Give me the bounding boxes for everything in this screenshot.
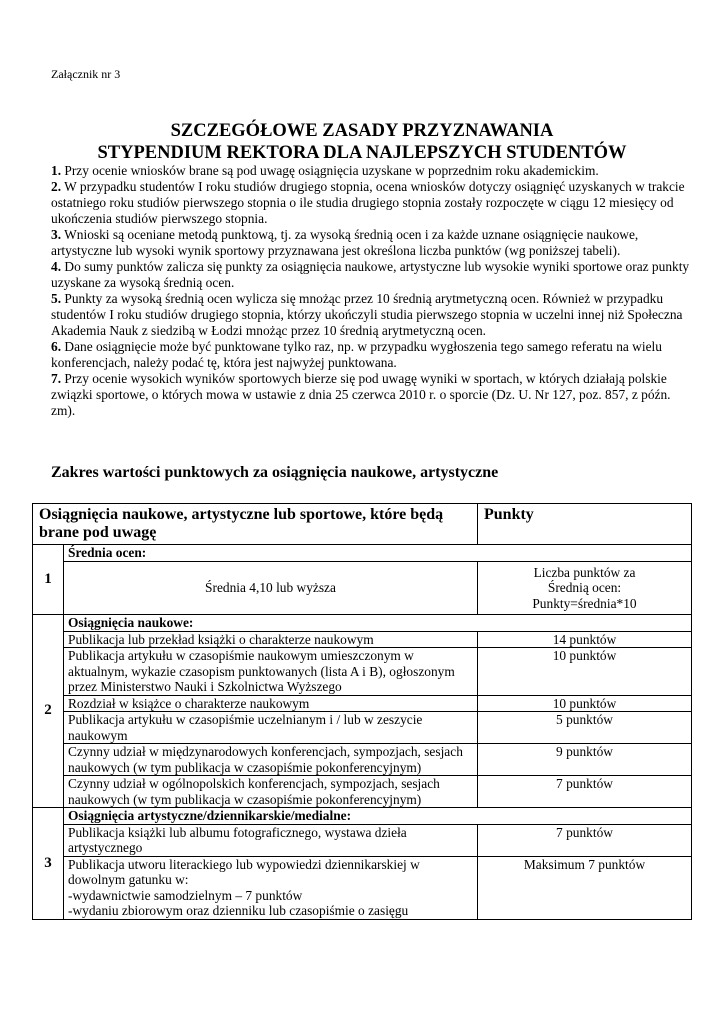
table-row (33, 712, 692, 744)
rule-3: 3. Wnioski są oceniane metodą punktową, tj. za wysoką średnią ocen i za każde uznane osiągnięcie naukowe, artystyczne lub wysoki wynik sportowy przyznawana jest określona liczba punktów (wg poniższej tabeli). (51, 227, 639, 258)
table-row (33, 648, 692, 696)
table-cell: Publikacja utworu literackiego lub wypowiedzi dziennikarskiej w dowolnym gatunku w: -wydawnictwie samodzielnym – 7 punktów -wydaniu zbiorowym oraz dzienniku lub czasopiśmie o zasięgu (64, 856, 478, 919)
table-row (33, 856, 692, 919)
group-subheader: Średnia ocen: (64, 545, 692, 562)
header-points: Punkty (478, 504, 692, 545)
table-cell: Rozdział w książce o charakterze naukowym (64, 695, 478, 712)
header-achievements: Osiągnięcia naukowe, artystyczne lub sportowe, które będą brane pod uwagę (33, 504, 478, 545)
document-title-line-2: STYPENDIUM REKTORA DLA NAJLEPSZYCH STUDENTÓW (97, 143, 627, 163)
points-cell: 5 punktów (478, 712, 692, 744)
table-row (33, 695, 692, 712)
points-cell: 10 punktów (478, 695, 692, 712)
rule-6: 6. Dane osiągnięcie może być punktowane tylko raz, np. w przypadku wygłoszenia tego samego referatu na wielu konferencjach, należy podać tę, która jest najwyżej punktowana. (51, 339, 662, 370)
table-row (33, 744, 692, 776)
points-cell: Maksimum 7 punktów (478, 856, 692, 919)
table-row (33, 561, 692, 615)
group-number: 2 (33, 615, 64, 808)
rule-2: 2. W przypadku studentów I roku studiów drugiego stopnia, ocena wniosków dotyczy osiągnięć uzyskanych w trakcie ostatniego roku studiów pierwszego stopnia o ile studia drugiego stopnia zostały rozpoczęte w ciągu 12 miesięcy od ukończenia studiów pierwszego stopnia. (51, 179, 685, 226)
table-row (33, 615, 692, 632)
table-header-row (33, 504, 692, 545)
points-cell: 9 punktów (478, 744, 692, 776)
rules-list (51, 163, 691, 419)
group-subheader: Osiągnięcia naukowe: (64, 615, 692, 632)
points-cell: 10 punktów (478, 648, 692, 696)
points-table (32, 503, 692, 920)
table-row (33, 776, 692, 808)
rule-4: 4. Do sumy punktów zalicza się punkty za osiągnięcia naukowe, artystyczne lub wysokie wyniki sportowe oraz punkty uzyskane za wysoką średnią ocen. (51, 259, 690, 290)
table-cell: Publikacja artykułu w czasopiśmie naukowym umieszczonym w aktualnym, wykazie czasopism punktowanych (lista A i B), ogłoszonym przez Ministerstwo Nauki i Szkolnictwa Wyższego (64, 648, 478, 696)
table-cell: Publikacja lub przekład książki o charakterze naukowym (64, 631, 478, 648)
table-cell: Czynny udział w ogólnopolskich konferencjach, sympozjach, sesjach naukowych (w tym publikacja w czasopiśmie pokonferencyjnym) (64, 776, 478, 808)
table-cell: Średnia 4,10 lub wyższa (64, 561, 478, 615)
group-number: 1 (33, 545, 64, 615)
document-title-line-1: SZCZEGÓŁOWE ZASADY PRZYZNAWANIA (170, 121, 554, 141)
table-cell: Publikacja artykułu w czasopiśmie uczelnianym i / lub w zeszycie naukowym (64, 712, 478, 744)
table-row (33, 824, 692, 856)
group-number: 3 (33, 808, 64, 920)
rule-1: 1. Przy ocenie wniosków brane są pod uwagę osiągnięcia uzyskane w poprzednim roku akademickim. (51, 163, 599, 178)
points-cell: 7 punktów (478, 776, 692, 808)
table-cell: Czynny udział w międzynarodowych konferencjach, sympozjach, sesjach naukowych (w tym publikacja w czasopiśmie pokonferencyjnym) (64, 744, 478, 776)
points-cell: 7 punktów (478, 824, 692, 856)
table-row (33, 808, 692, 825)
rule-7: 7. Przy ocenie wysokich wyników sportowych bierze się pod uwagę wyniki w sportach, w których działają polskie związki sportowe, o których mowa w ustawie z dnia 25 czerwca 2010 r. o sporcie (Dz. U. Nr 127, poz. 857, z późn. zm). (51, 371, 671, 418)
table-cell: Publikacja książki lub albumu fotograficznego, wystawa dzieła artystycznego (64, 824, 478, 856)
rule-5: 5. Punkty za wysoką średnią ocen wylicza się mnożąc przez 10 średnią arytmetyczną ocen. Również w przypadku studentów I roku studiów drugiego stopnia, którzy ukończyli studia pierwszego stopnia w uczelni innej niż Społeczna Akademia Nauk z siedzibą w Łodzi mnożąc przez 10 średnią arytmetyczną ocen. (51, 291, 683, 338)
section-title: Zakres wartości punktowych za osiągnięcia naukowe, artystyczne (51, 464, 499, 481)
table-row (33, 631, 692, 648)
attachment-label: Załącznik nr 3 (51, 67, 121, 81)
points-cell: 14 punktów (478, 631, 692, 648)
table-row (33, 545, 692, 562)
group-subheader: Osiągnięcia artystyczne/dziennikarskie/medialne: (64, 808, 692, 825)
points-cell: Liczba punktów za Średnią ocen: Punkty=średnia*10 (478, 561, 692, 615)
